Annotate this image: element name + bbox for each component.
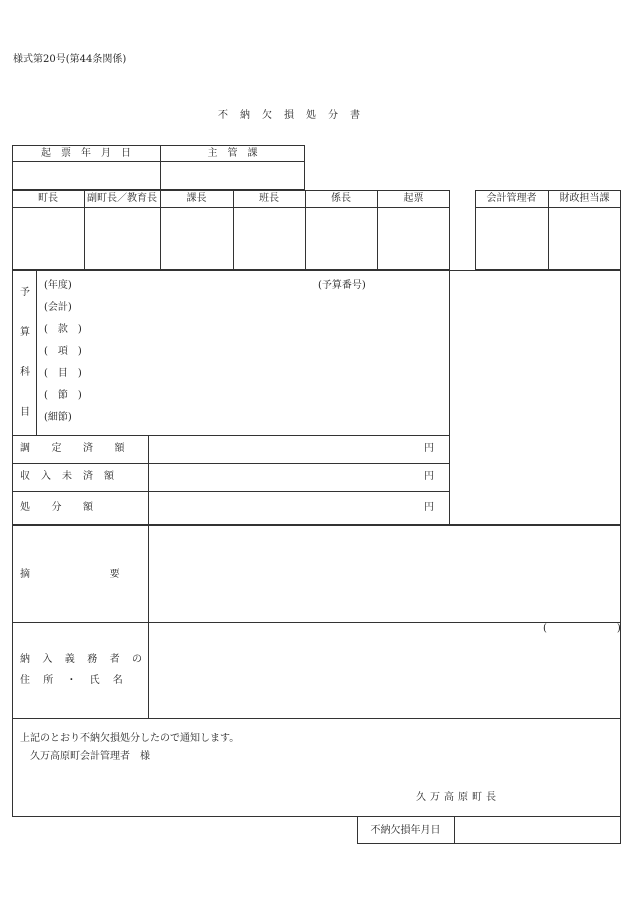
stamp-kacho-label: 課長 <box>186 193 207 204</box>
notice-line1: 上記のとおり不納欠損処分したので通知します。 <box>20 733 240 744</box>
shunyu-amount-field[interactable] <box>150 465 420 489</box>
stamp-kihyo-label: 起票 <box>403 193 424 204</box>
stamp-hancho-label: 班長 <box>259 193 279 204</box>
budget-moku: ( 目 ) <box>44 368 82 379</box>
budget-setsu: ( 節 ) <box>44 390 82 401</box>
form-number: 様式第20号(第44条関係) <box>13 54 127 65</box>
stamp-kaikei-label: 会計管理者 <box>486 193 537 204</box>
shunyu-label: 収 入 未 済 額 <box>20 471 115 482</box>
summary-field[interactable] <box>150 527 618 620</box>
stamp-chocho-label: 町長 <box>38 193 58 204</box>
main-dept-label: 主 管 課 <box>207 148 258 159</box>
budget-saisetsu: (細節) <box>44 412 72 423</box>
summary-label: 摘 要 <box>20 569 121 580</box>
footer-date-label: 不納欠損年月日 <box>370 825 441 836</box>
budget-label-1: 予 <box>20 287 30 298</box>
shobun-yen: 円 <box>424 502 434 513</box>
budget-label-2: 算 <box>20 327 30 338</box>
payer-field[interactable] <box>150 640 618 716</box>
stamp-fukuchocho-label: 副町長／教育長 <box>87 193 157 204</box>
payer-label-line1: 納 入 義 務 者 の <box>20 654 144 665</box>
chotei-label: 調 定 済 額 <box>20 443 125 454</box>
payer-label-line2: 住 所 ・ 氏 名 <box>20 675 125 686</box>
chotei-yen: 円 <box>424 443 434 454</box>
notice-signer: 久万高原町長 <box>416 792 500 803</box>
form-title: 不 納 欠 損 処 分 書 <box>218 110 361 121</box>
chotei-amount-field[interactable] <box>150 437 420 461</box>
kian-date-field[interactable] <box>13 162 159 189</box>
kian-date-label: 起 票 年 月 日 <box>41 148 131 159</box>
shobun-amount-field[interactable] <box>150 493 420 523</box>
right-blank-column <box>450 270 621 525</box>
shunyu-yen: 円 <box>424 471 434 482</box>
budget-label-4: 目 <box>20 407 30 418</box>
notice-line2: 久万高原町会計管理者 様 <box>30 751 150 762</box>
budget-label-3: 科 <box>20 367 30 378</box>
budget-nendo: (年度) <box>44 280 72 291</box>
main-dept-field[interactable] <box>161 162 304 189</box>
stamp-zaisei-label: 財政担当課 <box>559 193 610 204</box>
budget-kan: ( 款 ) <box>44 324 82 335</box>
budget-bangou: (予算番号) <box>318 280 366 291</box>
budget-kaikei: (会計) <box>44 302 72 313</box>
stamp-kakaricho-label: 係長 <box>331 193 351 204</box>
payer-paren: ( ) <box>543 623 621 634</box>
shobun-label: 処 分 額 <box>20 502 94 513</box>
budget-kou: ( 項 ) <box>44 346 82 357</box>
footer-date-field[interactable] <box>456 818 619 843</box>
